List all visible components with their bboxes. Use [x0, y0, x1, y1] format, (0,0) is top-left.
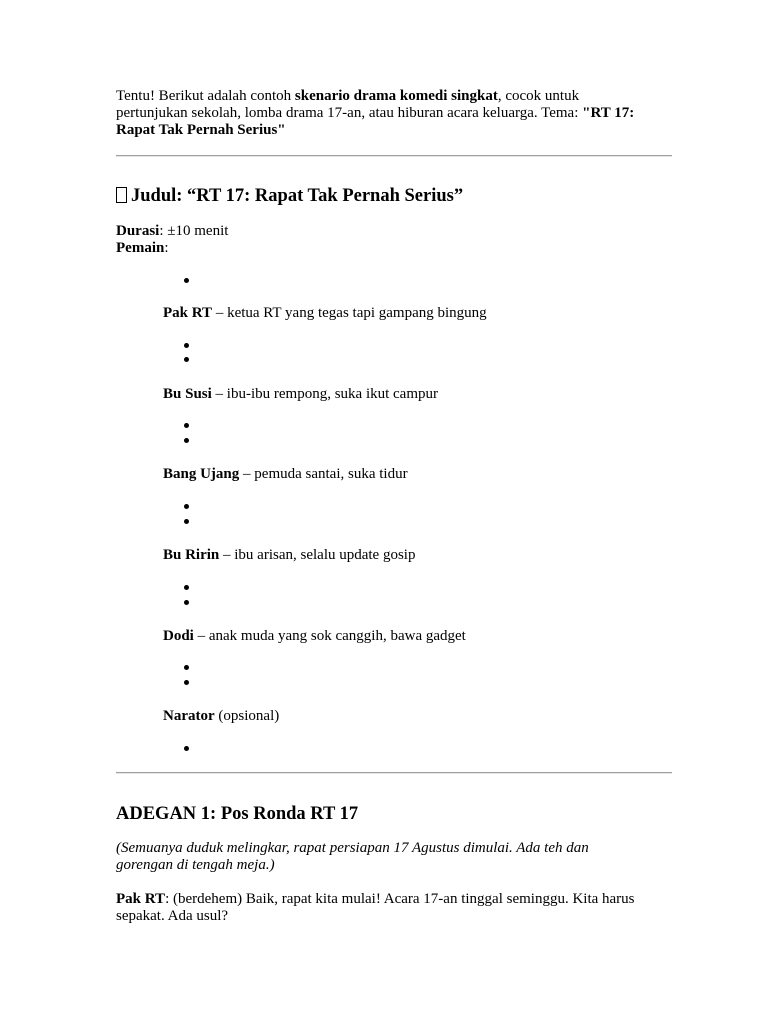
script-meta — [116, 223, 228, 257]
cast-name: Pak RT — [163, 305, 213, 321]
intro-text-2: , cocok untuk pertunjukan sekolah, lomba drama 17-an, atau hiburan acara keluarga. Tema: — [116, 88, 583, 121]
script-title — [116, 185, 463, 207]
cast-label: Pemain — [116, 240, 165, 256]
cast-desc: – ibu arisan, selalu update gosip — [219, 547, 416, 563]
cast-item — [163, 628, 466, 645]
cast-name: Narator — [163, 708, 215, 724]
script-title-text: Judul: “RT 17: Rapat Tak Pernah Serius” — [131, 186, 464, 206]
cast-desc: (opsional) — [214, 708, 280, 724]
intro-paragraph — [116, 88, 646, 139]
list-bullet — [184, 665, 189, 670]
cast-name: Bang Ujang — [163, 466, 240, 482]
list-bullet — [184, 438, 189, 443]
list-bullet — [184, 423, 189, 428]
list-bullet — [184, 600, 189, 605]
cast-desc: – pemuda santai, suka tidur — [239, 466, 408, 482]
cast-name: Bu Ririn — [163, 547, 220, 563]
cast-line — [116, 240, 228, 257]
cast-desc: – ibu-ibu rempong, suka ikut campur — [211, 386, 439, 402]
duration-line — [116, 223, 228, 240]
list-bullet — [184, 585, 189, 590]
intro-text-1: Tentu! Berikut adalah contoh — [116, 88, 295, 104]
list-bullet — [184, 504, 189, 509]
divider — [116, 155, 672, 157]
cast-item — [163, 386, 438, 403]
cast-desc: – anak muda yang sok canggih, bawa gadget — [193, 628, 466, 644]
list-bullet — [184, 278, 189, 283]
cast-item — [163, 466, 408, 483]
dialogue-text: : (berdehem) Baik, rapat kita mulai! Acara 17-an tinggal seminggu. Kita harus sepakat. Ada usul? — [116, 891, 635, 924]
list-bullet — [184, 680, 189, 685]
list-bullet — [184, 746, 189, 751]
dialogue-speaker: Pak RT — [116, 891, 166, 907]
cast-name: Dodi — [163, 628, 194, 644]
cast-colon: : — [164, 240, 169, 256]
cast-name: Bu Susi — [163, 386, 212, 402]
cast-item — [163, 305, 487, 322]
duration-value: : ±10 menit — [159, 223, 229, 239]
divider — [116, 772, 672, 774]
list-bullet — [184, 343, 189, 348]
list-bullet — [184, 357, 189, 362]
cast-desc: – ketua RT yang tegas tapi gampang bingung — [212, 305, 487, 321]
missing-glyph-icon — [116, 187, 127, 203]
intro-bold-genre: skenario drama komedi singkat — [294, 88, 498, 104]
duration-label: Durasi — [116, 223, 160, 239]
list-bullet — [184, 519, 189, 524]
scene-heading: ADEGAN 1: Pos Ronda RT 17 — [116, 804, 359, 824]
intro-bold-theme: "RT 17: Rapat Tak Pernah Serius" — [116, 105, 635, 138]
cast-item — [163, 547, 415, 564]
stage-direction: (Semuanya duduk melingkar, rapat persiapan 17 Agustus dimulai. Ada teh dan gorengan di tengah meja.) — [116, 840, 589, 873]
dialogue-line — [116, 891, 636, 925]
cast-item — [163, 708, 279, 725]
